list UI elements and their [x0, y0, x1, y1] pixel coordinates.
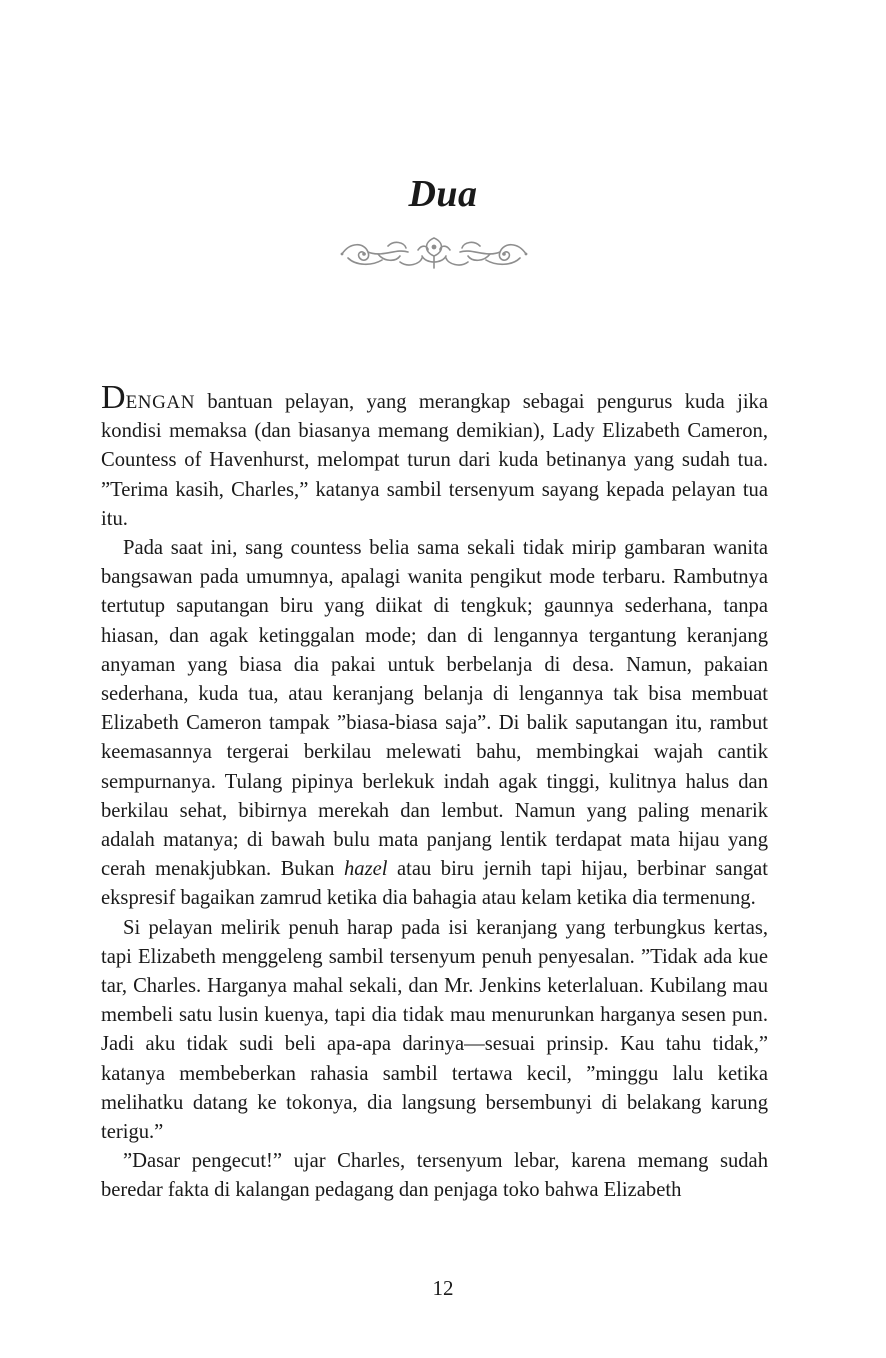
paragraph-2	[101, 534, 768, 914]
floral-flourish-icon	[338, 232, 530, 272]
opening-smallcaps: ENGAN	[125, 392, 196, 413]
drop-cap: D	[101, 379, 126, 416]
paragraph-1	[101, 381, 768, 534]
paragraph-2-text-end: atau biru jernih tapi hijau, berbinar sangat ekspresif bagaikan zamrud ketika dia bahagia atau kelam ketika dia termenung.	[101, 858, 768, 910]
italic-word: hazel	[343, 858, 388, 881]
page-number: 12	[432, 1276, 454, 1300]
paragraph-4: ”Dasar pengecut!” ujar Charles, tersenyum lebar, karena memang sudah beredar fakta di kalangan pedagang dan penjaga toko bahwa Elizabeth	[101, 1150, 768, 1202]
paragraph-3: Si pelayan melirik penuh harap pada isi keranjang yang terbungkus kertas, tapi Elizabeth menggeleng sambil tersenyum penuh penyesalan. ”Tidak ada kue tar, Charles. Harganya mahal sekali, dan Mr. Jenkins keterlaluan. Kubilang mau membeli satu lusin kuenya, tapi dia tidak mau menurunkan harganya sesen pun. Jadi aku tidak sudi beli apa-apa darinya—sesuai prinsip. Kau tahu tidak,” katanya membeberkan rahasia sambil tertawa kecil, ”minggu lalu ketika melihatku datang ke tokonya, dia langsung bersembunyi di belakang karung terigu.”	[101, 916, 768, 1144]
chapter-body	[101, 381, 768, 1206]
chapter-title: Dua	[408, 173, 478, 215]
paragraph-2-text: Pada saat ini, sang countess belia sama sekali tidak mirip gambaran wanita bangsawan pada umumnya, apalagi wanita pengikut mode terbaru. Rambutnya tertutup saputangan biru yang diikat di tengkuk; gaunnya sederhana, tanpa hiasan, dan agak ketinggalan mode; dan di lengannya tergantung keranjang anyaman yang biasa dia pakai untuk berbelanja di desa. Namun, pakaian sederhana, kuda tua, atau keranjang belanja di lengannya tak bisa membuat Elizabeth Cameron tampak ”biasa-biasa saja”. Di balik saputangan itu, rambut keemasannya tergerai berkilau melewati bahu, membingkai wajah cantik sempurnanya. Tulang pipinya berlekuk indah agak tinggi, kulitnya halus dan berkilau sehat, bibirnya merekah dan lembut. Namun yang paling menarik adalah matanya; di bawah bulu mata panjang lentik terdapat mata hijau yang cerah menakjubkan. Bukan	[101, 537, 768, 881]
paragraph-1-text: bantuan pelayan, yang merangkap sebagai pengurus kuda jika kondisi memaksa (dan biasanya memang demikian), Lady Elizabeth Cameron, Countess of Havenhurst, melompat turun dari kuda betinanya yang sudah tua. ”Terima kasih, Charles,” katanya sambil tersenyum sayang kepada pelayan tua itu.	[101, 391, 768, 530]
